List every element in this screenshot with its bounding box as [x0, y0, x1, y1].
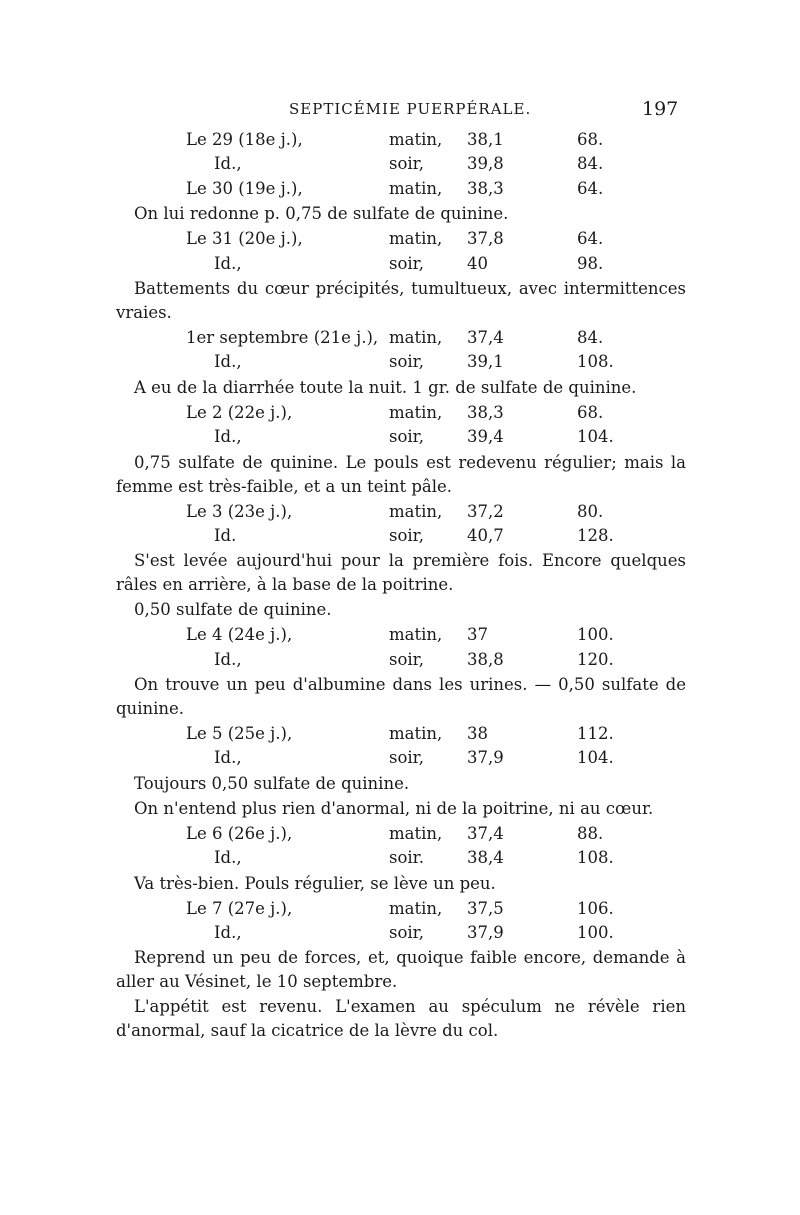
- observation-pulse: 100.: [577, 625, 614, 645]
- paragraph: Reprend un peu de forces, et, quoique faible encore, demande à aller au Vésinet, le 10 septembre.: [116, 948, 686, 992]
- observation-pulse: 106.: [577, 898, 614, 918]
- observation-temperature: 37,2: [467, 501, 504, 521]
- paragraph: S'est levée aujourd'hui pour la première fois. Encore quelques râles en arrière, à la base de la poitrine.: [116, 551, 686, 595]
- observation-row: [0, 152, 800, 176]
- observation-date: Id.,: [214, 848, 242, 868]
- observation-date: 1er septembre (21e j.),: [186, 327, 379, 347]
- observation-row: [0, 722, 800, 746]
- observation-temperature: 37,5: [467, 898, 504, 918]
- observation-row: [0, 746, 800, 770]
- observation-date: Id.,: [214, 649, 242, 669]
- observation-temperature: 38,4: [467, 848, 504, 868]
- observation-row: [0, 326, 800, 350]
- observation-pulse: 64.: [577, 178, 604, 198]
- paragraph: Battements du cœur précipités, tumultueux, avec intermittences vraies.: [116, 278, 686, 322]
- observation-temperature: 37,4: [467, 823, 504, 843]
- observation-pulse: 84.: [577, 327, 604, 347]
- observation-time: soir,: [389, 253, 424, 273]
- observation-date: Id.: [214, 525, 237, 545]
- observation-time: matin,: [389, 625, 443, 645]
- observation-date: Id.,: [214, 352, 242, 372]
- observation-time: matin,: [389, 823, 443, 843]
- observation-time: soir,: [389, 427, 424, 447]
- observation-pulse: 104.: [577, 427, 614, 447]
- observation-date: Le 5 (25e j.),: [186, 724, 293, 744]
- observation-row: [0, 921, 800, 945]
- observation-time: soir.: [389, 848, 424, 868]
- observation-row: [0, 252, 800, 276]
- paragraph: 0,75 sulfate de quinine. Le pouls est redevenu régulier; mais la femme est très-faible, et a un teint pâle.: [116, 452, 686, 496]
- observation-time: matin,: [389, 178, 443, 198]
- observation-pulse: 98.: [577, 253, 604, 273]
- observation-temperature: 38,8: [467, 649, 504, 669]
- paragraph: On trouve un peu d'albumine dans les urines. — 0,50 sulfate de quinine.: [116, 675, 686, 719]
- observation-row: [0, 846, 800, 870]
- observation-row: [0, 500, 800, 524]
- observation-time: soir,: [389, 649, 424, 669]
- observation-temperature: 37,9: [467, 923, 504, 943]
- observation-time: matin,: [389, 501, 443, 521]
- observation-pulse: 128.: [577, 525, 614, 545]
- observation-date: Le 7 (27e j.),: [186, 898, 293, 918]
- observation-temperature: 38,3: [467, 402, 504, 422]
- observation-pulse: 100.: [577, 923, 614, 943]
- paragraph: 0,50 sulfate de quinine.: [134, 600, 332, 620]
- observation-temperature: 38: [467, 724, 488, 744]
- observation-pulse: 108.: [577, 848, 614, 868]
- observation-row: [0, 425, 800, 449]
- observation-date: Le 2 (22e j.),: [186, 402, 293, 422]
- observation-temperature: 37,8: [467, 229, 504, 249]
- observation-date: Le 3 (23e j.),: [186, 501, 293, 521]
- observation-time: matin,: [389, 229, 443, 249]
- observation-temperature: 39,1: [467, 352, 504, 372]
- observation-pulse: 88.: [577, 823, 604, 843]
- observation-time: matin,: [389, 130, 443, 149]
- observation-date: Id.,: [214, 923, 242, 943]
- observation-temperature: 37,9: [467, 748, 504, 768]
- observation-pulse: 68.: [577, 402, 604, 422]
- observation-time: soir,: [389, 923, 424, 943]
- observation-date: Le 29 (18e j.),: [186, 130, 303, 149]
- observation-row: [0, 177, 800, 201]
- observation-row: [0, 648, 800, 672]
- observation-date: Le 31 (20e j.),: [186, 229, 303, 249]
- observation-row: [0, 227, 800, 251]
- observation-row: [0, 623, 800, 647]
- observation-temperature: 40,7: [467, 525, 504, 545]
- observation-pulse: 80.: [577, 501, 604, 521]
- paragraph: On lui redonne p. 0,75 de sulfate de quinine.: [134, 204, 509, 224]
- observation-time: matin,: [389, 327, 443, 347]
- paragraph: Va très-bien. Pouls régulier, se lève un peu.: [134, 873, 496, 893]
- paragraph: L'appétit est revenu. L'examen au spéculum ne révèle rien d'anormal, sauf la cicatrice de la lèvre du col.: [116, 997, 686, 1041]
- observation-date: Id.,: [214, 748, 242, 768]
- observation-pulse: 68.: [577, 130, 604, 149]
- observation-date: Le 6 (26e j.),: [186, 823, 293, 843]
- observation-row: [0, 524, 800, 548]
- observation-row: [0, 128, 800, 152]
- observation-time: matin,: [389, 898, 443, 918]
- paragraph: Toujours 0,50 sulfate de quinine.: [134, 773, 410, 793]
- page-number: 197: [642, 98, 679, 120]
- observation-date: Id.,: [214, 253, 242, 273]
- observation-date: Id.,: [214, 154, 242, 174]
- observation-row: [0, 822, 800, 846]
- observation-temperature: 38,1: [467, 130, 504, 149]
- observation-date: Le 4 (24e j.),: [186, 625, 293, 645]
- observation-row: [0, 350, 800, 374]
- running-title: SEPTICÉMIE PUERPÉRALE.: [289, 100, 532, 118]
- body-text: [0, 128, 800, 1044]
- observation-row: [0, 897, 800, 921]
- running-header: [0, 98, 800, 124]
- observation-pulse: 64.: [577, 229, 604, 249]
- observation-temperature: 40: [467, 253, 488, 273]
- paragraph: On n'entend plus rien d'anormal, ni de la poitrine, ni au cœur.: [134, 798, 654, 818]
- observation-pulse: 104.: [577, 748, 614, 768]
- observation-pulse: 112.: [577, 724, 614, 744]
- paragraph: A eu de la diarrhée toute la nuit. 1 gr. de sulfate de quinine.: [134, 377, 637, 397]
- observation-temperature: 39,8: [467, 154, 504, 174]
- observation-temperature: 37,4: [467, 327, 504, 347]
- observation-temperature: 38,3: [467, 178, 504, 198]
- observation-date: Le 30 (19e j.),: [186, 178, 303, 198]
- observation-time: matin,: [389, 724, 443, 744]
- observation-time: soir,: [389, 525, 424, 545]
- observation-temperature: 39,4: [467, 427, 504, 447]
- observation-pulse: 84.: [577, 154, 604, 174]
- observation-temperature: 37: [467, 625, 488, 645]
- observation-pulse: 120.: [577, 649, 614, 669]
- observation-pulse: 108.: [577, 352, 614, 372]
- observation-time: soir,: [389, 352, 424, 372]
- observation-time: soir,: [389, 748, 424, 768]
- observation-time: matin,: [389, 402, 443, 422]
- observation-time: soir,: [389, 154, 424, 174]
- observation-row: [0, 401, 800, 425]
- observation-date: Id.,: [214, 427, 242, 447]
